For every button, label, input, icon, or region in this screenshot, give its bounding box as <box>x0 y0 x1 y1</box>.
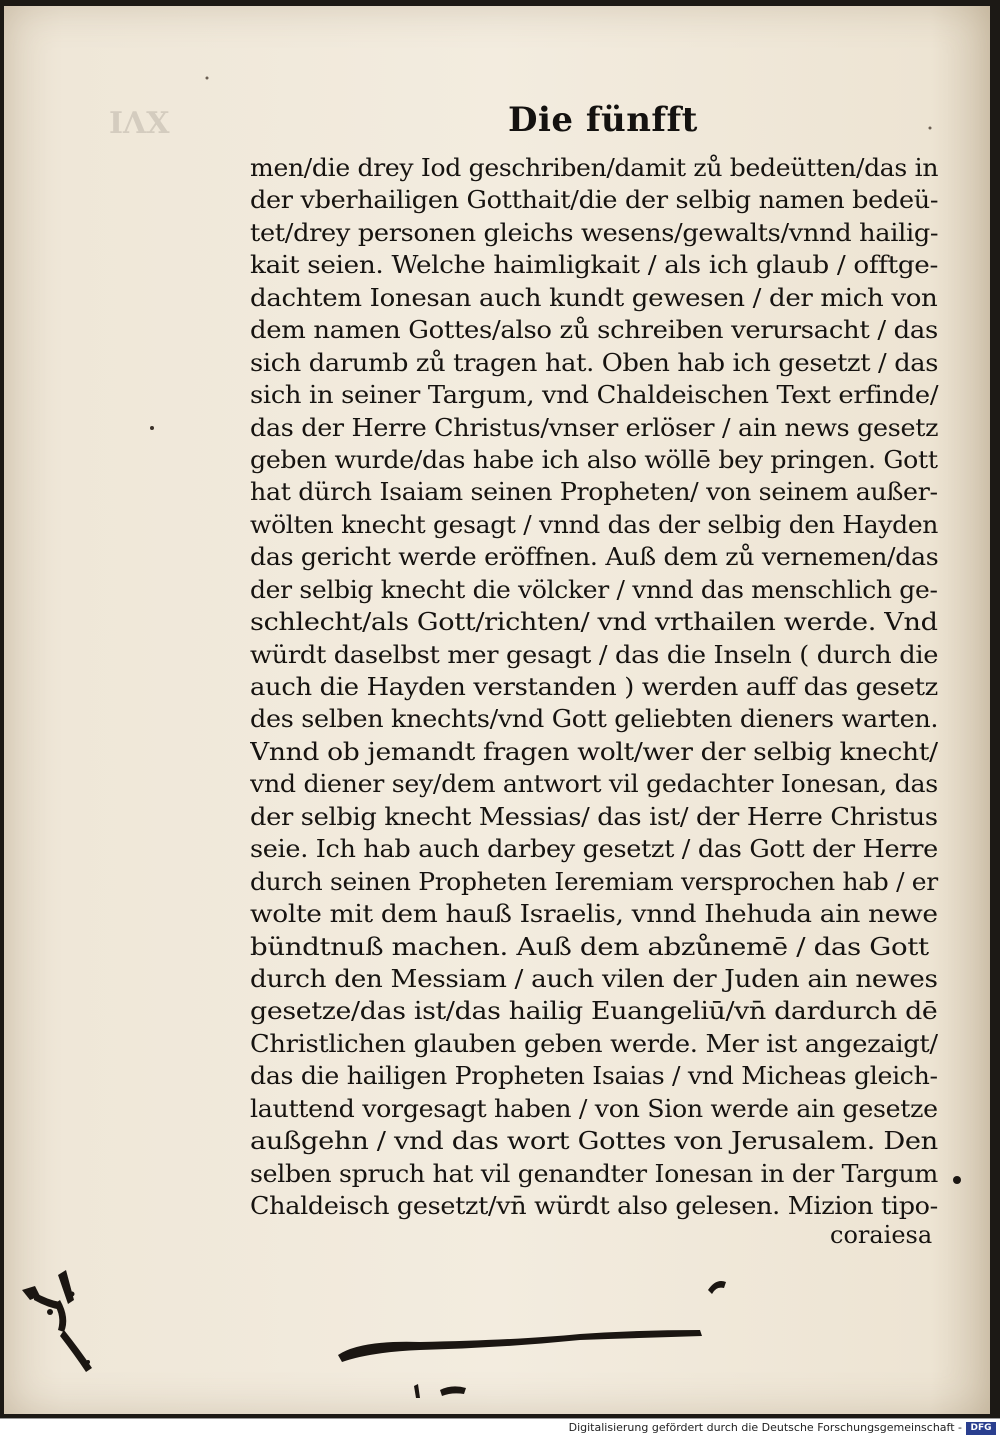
text-line: das der Herre Christus/vnser erlöser / ain news gesetz <box>250 413 939 442</box>
text-line: dem namen Gottes/also zů schreiben verursacht / das <box>250 316 938 345</box>
text-line: das die hailigen Propheten Isaias / vnd Micheas gleich- <box>250 1062 938 1091</box>
text-line: der selbig knecht die völcker / vnnd das menschlich ge- <box>250 575 938 604</box>
body-text <box>250 152 940 1222</box>
text-line: bündtnuß machen. Auß dem abzůnemē / das Gott <box>250 932 929 961</box>
text-line: vnd diener sey/dem antwort vil gedachter Ionesan, das <box>250 770 938 799</box>
catchword: coraiesa <box>830 1221 933 1249</box>
text-line: selben spruch hat vil genandter Ionesan in der Targum <box>250 1159 938 1188</box>
text-line: kait seien. Welche haimligkait / als ich glaub / offtge- <box>250 251 939 280</box>
text-line: hat dürch Isaiam seinen Propheten/ von seinem außer- <box>250 478 938 507</box>
text-line: seie. Ich hab auch darbey gesetzt / das Gott der Herre <box>250 835 938 864</box>
text-line: men/die drey Iod geschriben/damit zů bedeütten/das in <box>250 154 939 182</box>
text-line: auch die Hayden verstanden ) werden auff das gesetz <box>250 673 938 701</box>
text-line: sich darumb zů tragen hat. Oben hab ich gesetzt / das <box>250 348 939 377</box>
show-through-mark: ΙΛΧ <box>109 106 170 141</box>
footer-text: Digitalisierung gefördert durch die Deutsche Forschungsgemeinschaft - <box>568 1421 962 1434</box>
text-line: Chaldeisch gesetzt/vn̄ würdt also gelesen. Mizion tipo- <box>250 1192 938 1220</box>
digitization-footer <box>0 1418 1000 1438</box>
text-line: Vnnd ob jemandt fragen wolt/wer der selbig knecht/ <box>250 737 938 766</box>
text-line: Christlichen glauben geben werde. Mer ist angezaigt/ <box>250 1029 938 1058</box>
text-line: dachtem Ionesan auch kundt gewesen / der mich von <box>250 283 938 312</box>
text-line: der vberhailigen Gotthait/die der selbig namen bedeü- <box>250 186 939 215</box>
text-line: sich in seiner Targum, vnd Chaldeischen Text erfinde/ <box>250 381 939 410</box>
dfg-logo: DFG <box>966 1422 996 1435</box>
text-line: tet/drey personen gleichs wesens/gewalts/vnnd hailig- <box>250 218 939 247</box>
text-line: durch seinen Propheten Ieremiam versprochen hab / er <box>250 867 938 896</box>
text-line: geben wurde/das habe ich also wöllē bey pringen. Gott <box>250 445 938 474</box>
text-line: lauttend vorgesagt haben / von Sion werde ain gesetze <box>250 1094 938 1123</box>
text-line: das gericht werde eröffnen. Auß dem zů vernemen/das <box>250 543 939 572</box>
text-line: durch den Messiam / auch vilen der Juden ain newes <box>250 964 938 993</box>
running-heading: Die fünfft <box>508 100 698 140</box>
text-line: gesetze/das ist/das hailig Euangeliū/vn̄ dardurch dē <box>250 997 938 1026</box>
text-line: wolte mit dem hauß Israelis, vnnd Ihehuda ain newe <box>250 900 938 929</box>
text-line: würdt daselbst mer gesagt / das die Inseln ( durch die <box>250 640 939 669</box>
text-line: außgehn / vnd das wort Gottes von Jerusalem. Den <box>250 1127 938 1156</box>
text-line: der selbig knecht Messias/ das ist/ der Herre Christus <box>250 802 938 831</box>
text-line: wölten knecht gesagt / vnnd das der selbig den Hayden <box>250 510 939 539</box>
text-line: schlecht/als Gott/richten/ vnd vrthailen werde. Vnd <box>250 608 938 637</box>
text-line: des selben knechts/vnd Gott geliebten dieners warten. <box>250 705 939 734</box>
